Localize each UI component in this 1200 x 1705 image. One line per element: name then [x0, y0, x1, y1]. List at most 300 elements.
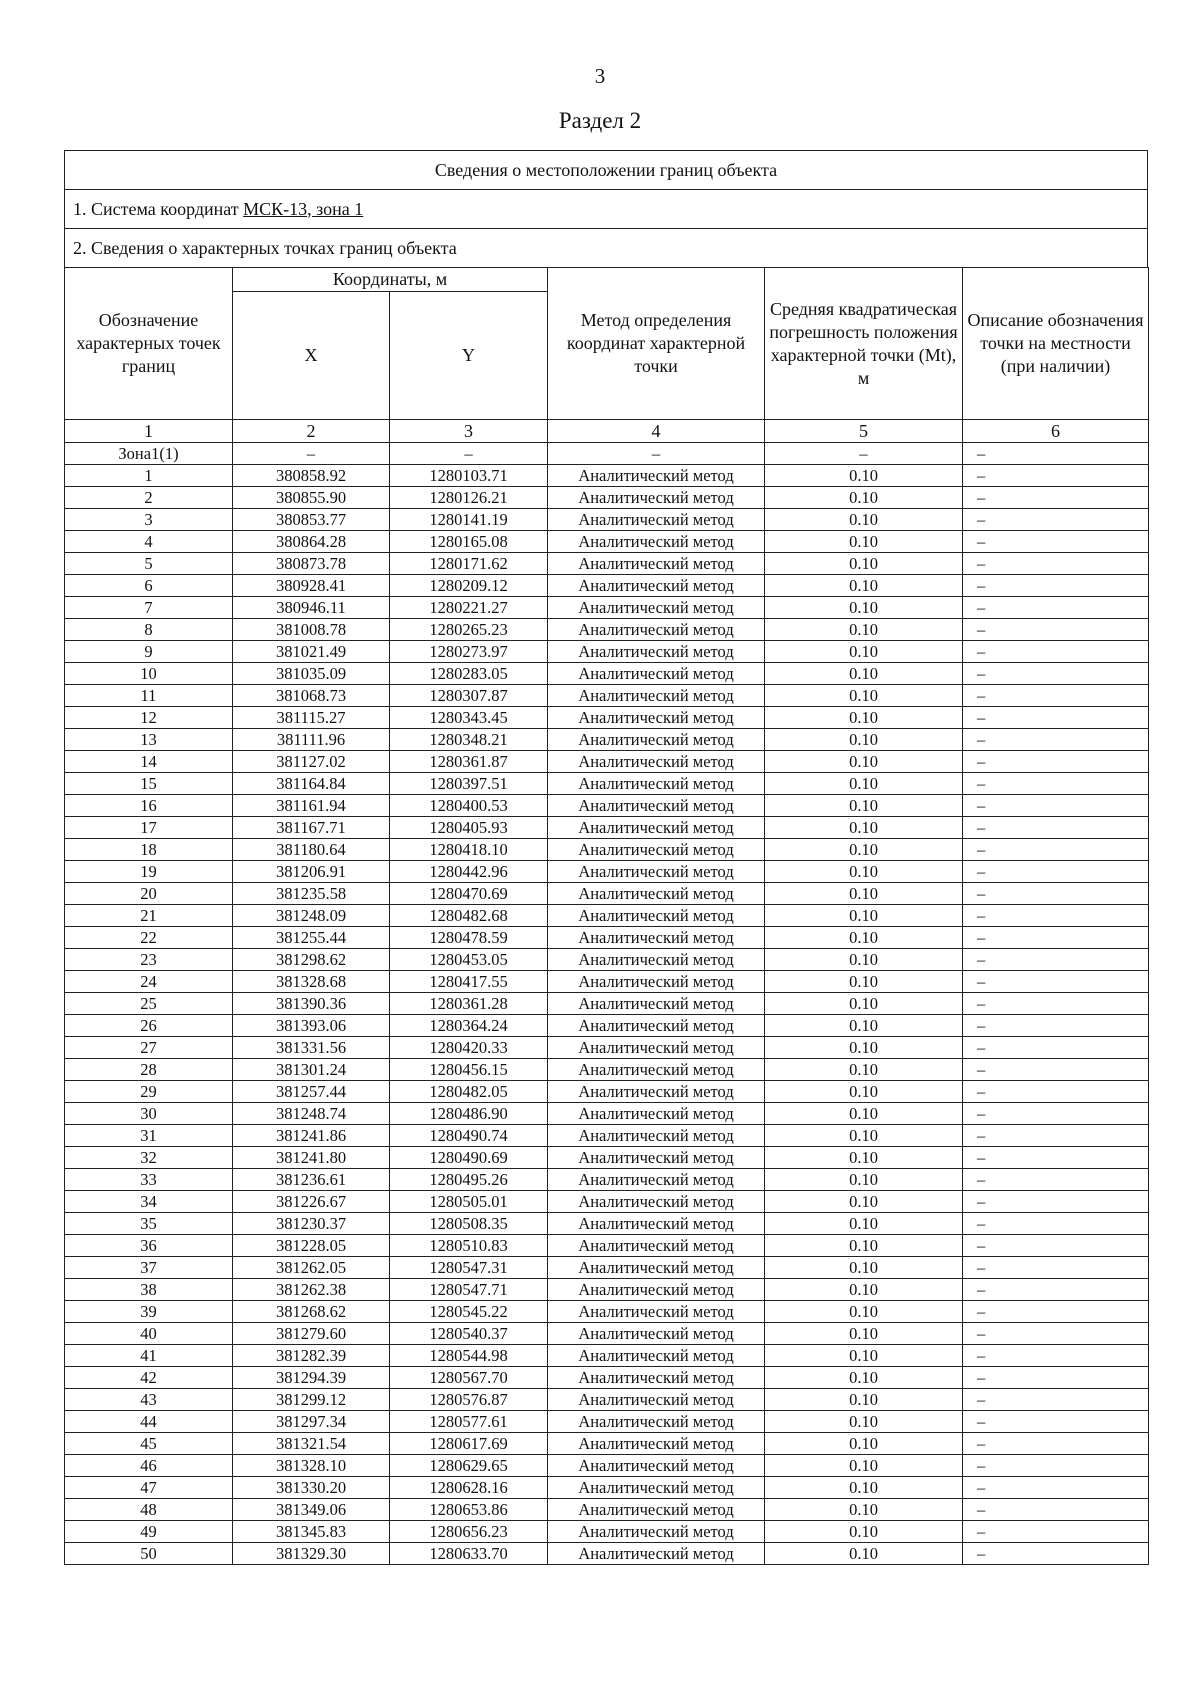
error-cell: 0.10: [765, 619, 963, 641]
y-coordinate-cell: 1280478.59: [390, 927, 548, 949]
error-cell: 0.10: [765, 817, 963, 839]
method-cell: Аналитический метод: [548, 465, 765, 487]
point-id-cell: 19: [65, 861, 233, 883]
header-coordinates: Координаты, м: [233, 268, 548, 292]
y-coordinate-cell: 1280653.86: [390, 1499, 548, 1521]
description-cell: –: [963, 1213, 1149, 1235]
x-coordinate-cell: 381241.86: [233, 1125, 390, 1147]
error-cell: 0.10: [765, 1279, 963, 1301]
method-cell: Аналитический метод: [548, 839, 765, 861]
error-cell: 0.10: [765, 1191, 963, 1213]
points-table: [64, 267, 1149, 1565]
y-coordinate-cell: 1280547.71: [390, 1279, 548, 1301]
point-id-cell: 4: [65, 531, 233, 553]
y-coordinate-cell: 1280209.12: [390, 575, 548, 597]
description-cell: –: [963, 1345, 1149, 1367]
y-coordinate-cell: 1280482.68: [390, 905, 548, 927]
x-coordinate-cell: 381180.64: [233, 839, 390, 861]
method-cell: Аналитический метод: [548, 1147, 765, 1169]
point-id-cell: 40: [65, 1323, 233, 1345]
y-coordinate-cell: 1280348.21: [390, 729, 548, 751]
table-row: [65, 1235, 1149, 1257]
x-coordinate-cell: 381206.91: [233, 861, 390, 883]
error-cell: 0.10: [765, 1389, 963, 1411]
point-id-cell: 9: [65, 641, 233, 663]
table-row: [65, 1191, 1149, 1213]
method-cell: Аналитический метод: [548, 663, 765, 685]
error-cell: 0.10: [765, 707, 963, 729]
point-id-cell: 26: [65, 1015, 233, 1037]
method-cell: Аналитический метод: [548, 949, 765, 971]
method-cell: Аналитический метод: [548, 1411, 765, 1433]
point-id-cell: 25: [65, 993, 233, 1015]
point-id-cell: 23: [65, 949, 233, 971]
x-coordinate-cell: 381248.09: [233, 905, 390, 927]
description-cell: –: [963, 1301, 1149, 1323]
method-cell: Аналитический метод: [548, 685, 765, 707]
point-id-cell: 28: [65, 1059, 233, 1081]
y-coordinate-cell: 1280544.98: [390, 1345, 548, 1367]
method-cell: Аналитический метод: [548, 1543, 765, 1565]
point-id-cell: 24: [65, 971, 233, 993]
coord-system: [65, 190, 1148, 229]
point-id-cell: 42: [65, 1367, 233, 1389]
point-id-cell: 3: [65, 509, 233, 531]
y-coordinate-cell: 1280364.24: [390, 1015, 548, 1037]
y-coordinate-cell: 1280361.28: [390, 993, 548, 1015]
method-cell: Аналитический метод: [548, 1499, 765, 1521]
y-coordinate-cell: 1280405.93: [390, 817, 548, 839]
point-id-cell: 30: [65, 1103, 233, 1125]
description-cell: –: [963, 1521, 1149, 1543]
y-coordinate-cell: 1280417.55: [390, 971, 548, 993]
error-cell: 0.10: [765, 905, 963, 927]
table-row: [65, 817, 1149, 839]
description-cell: –: [963, 1499, 1149, 1521]
y-coordinate-cell: 1280629.65: [390, 1455, 548, 1477]
error-cell: 0.10: [765, 1367, 963, 1389]
method-cell: Аналитический метод: [548, 905, 765, 927]
error-cell: 0.10: [765, 465, 963, 487]
x-coordinate-cell: 381008.78: [233, 619, 390, 641]
column-number: 5: [765, 420, 963, 443]
point-id-cell: 48: [65, 1499, 233, 1521]
y-coordinate-cell: 1280633.70: [390, 1543, 548, 1565]
description-cell: –: [963, 817, 1149, 839]
description-cell: –: [963, 707, 1149, 729]
method-cell: Аналитический метод: [548, 1279, 765, 1301]
description-cell: –: [963, 1455, 1149, 1477]
description-cell: –: [963, 641, 1149, 663]
description-cell: –: [963, 1433, 1149, 1455]
x-coordinate-cell: 381228.05: [233, 1235, 390, 1257]
description-cell: –: [963, 663, 1149, 685]
description-cell: –: [963, 531, 1149, 553]
zone-cell: Зона1(1): [65, 443, 233, 465]
y-coordinate-cell: 1280490.74: [390, 1125, 548, 1147]
y-coordinate-cell: 1280540.37: [390, 1323, 548, 1345]
error-cell: 0.10: [765, 575, 963, 597]
description-cell: –: [963, 949, 1149, 971]
error-cell: 0.10: [765, 971, 963, 993]
method-cell: Аналитический метод: [548, 1103, 765, 1125]
description-cell: –: [963, 1147, 1149, 1169]
description-cell: –: [963, 971, 1149, 993]
method-cell: Аналитический метод: [548, 861, 765, 883]
description-cell: –: [963, 1367, 1149, 1389]
description-cell: –: [963, 1279, 1149, 1301]
description-cell: –: [963, 927, 1149, 949]
method-cell: Аналитический метод: [548, 597, 765, 619]
error-cell: 0.10: [765, 1301, 963, 1323]
table-row: [65, 1323, 1149, 1345]
x-coordinate-cell: 381161.94: [233, 795, 390, 817]
y-coordinate-cell: 1280361.87: [390, 751, 548, 773]
x-coordinate-cell: 381262.05: [233, 1257, 390, 1279]
table-row: [65, 1257, 1149, 1279]
error-cell: 0.10: [765, 949, 963, 971]
description-cell: –: [963, 1543, 1149, 1565]
description-cell: –: [963, 553, 1149, 575]
description-cell: –: [963, 751, 1149, 773]
x-coordinate-cell: 381167.71: [233, 817, 390, 839]
description-cell: –: [963, 1389, 1149, 1411]
boundary-table-frame: [64, 150, 1148, 1565]
point-id-cell: 34: [65, 1191, 233, 1213]
table-row: [65, 1279, 1149, 1301]
zone-cell: –: [390, 443, 548, 465]
table-row: [65, 1037, 1149, 1059]
method-cell: Аналитический метод: [548, 1059, 765, 1081]
point-id-cell: 21: [65, 905, 233, 927]
error-cell: 0.10: [765, 663, 963, 685]
x-coordinate-cell: 380853.77: [233, 509, 390, 531]
table-row: [65, 729, 1149, 751]
y-coordinate-cell: 1280486.90: [390, 1103, 548, 1125]
table-row: [65, 1477, 1149, 1499]
x-coordinate-cell: 381331.56: [233, 1037, 390, 1059]
y-coordinate-cell: 1280656.23: [390, 1521, 548, 1543]
header-description: Описание обозначения точки на местности (при наличии): [963, 268, 1149, 420]
x-coordinate-cell: 381282.39: [233, 1345, 390, 1367]
column-number-row: [65, 420, 1149, 443]
y-coordinate-cell: 1280482.05: [390, 1081, 548, 1103]
table-row: [65, 487, 1149, 509]
table-row: [65, 861, 1149, 883]
error-cell: 0.10: [765, 1411, 963, 1433]
x-coordinate-cell: 380946.11: [233, 597, 390, 619]
method-cell: Аналитический метод: [548, 751, 765, 773]
table-row: [65, 1389, 1149, 1411]
x-coordinate-cell: 380928.41: [233, 575, 390, 597]
x-coordinate-cell: 381226.67: [233, 1191, 390, 1213]
x-coordinate-cell: 381021.49: [233, 641, 390, 663]
table-row: [65, 465, 1149, 487]
point-id-cell: 6: [65, 575, 233, 597]
method-cell: Аналитический метод: [548, 1367, 765, 1389]
description-cell: –: [963, 1257, 1149, 1279]
description-cell: –: [963, 1103, 1149, 1125]
x-coordinate-cell: 381262.38: [233, 1279, 390, 1301]
point-id-cell: 33: [65, 1169, 233, 1191]
error-cell: 0.10: [765, 1257, 963, 1279]
method-cell: Аналитический метод: [548, 1323, 765, 1345]
section-title: Раздел 2: [558, 108, 642, 133]
table-row: [65, 1147, 1149, 1169]
table-row: [65, 1213, 1149, 1235]
table-row: [65, 949, 1149, 971]
method-cell: Аналитический метод: [548, 1125, 765, 1147]
method-cell: Аналитический метод: [548, 1015, 765, 1037]
x-coordinate-cell: 381268.62: [233, 1301, 390, 1323]
table-row: [65, 531, 1149, 553]
table-row: [65, 1125, 1149, 1147]
error-cell: 0.10: [765, 509, 963, 531]
method-cell: Аналитический метод: [548, 773, 765, 795]
description-cell: –: [963, 795, 1149, 817]
error-cell: 0.10: [765, 993, 963, 1015]
error-cell: 0.10: [765, 883, 963, 905]
description-cell: –: [963, 619, 1149, 641]
point-id-cell: 18: [65, 839, 233, 861]
header-method: Метод определения координат характерной точки: [548, 268, 765, 420]
description-cell: –: [963, 861, 1149, 883]
method-cell: Аналитический метод: [548, 1213, 765, 1235]
table-row: [65, 795, 1149, 817]
table-row: [65, 971, 1149, 993]
x-coordinate-cell: 381297.34: [233, 1411, 390, 1433]
error-cell: 0.10: [765, 1477, 963, 1499]
description-cell: –: [963, 773, 1149, 795]
error-cell: 0.10: [765, 487, 963, 509]
table-row: [65, 707, 1149, 729]
x-coordinate-cell: 381390.36: [233, 993, 390, 1015]
table-row: [65, 1103, 1149, 1125]
y-coordinate-cell: 1280103.71: [390, 465, 548, 487]
method-cell: Аналитический метод: [548, 553, 765, 575]
y-coordinate-cell: 1280470.69: [390, 883, 548, 905]
point-id-cell: 47: [65, 1477, 233, 1499]
point-id-cell: 11: [65, 685, 233, 707]
y-coordinate-cell: 1280453.05: [390, 949, 548, 971]
point-id-cell: 15: [65, 773, 233, 795]
point-id-cell: 1: [65, 465, 233, 487]
column-number: 3: [390, 420, 548, 443]
method-cell: Аналитический метод: [548, 575, 765, 597]
table-row: [65, 773, 1149, 795]
point-id-cell: 17: [65, 817, 233, 839]
point-id-cell: 2: [65, 487, 233, 509]
y-coordinate-cell: 1280126.21: [390, 487, 548, 509]
error-cell: 0.10: [765, 1037, 963, 1059]
header-error: Средняя квадратическая погрешность положения характерной точки (Mt), м: [765, 268, 963, 420]
method-cell: Аналитический метод: [548, 927, 765, 949]
point-id-cell: 29: [65, 1081, 233, 1103]
column-number: 1: [65, 420, 233, 443]
point-id-cell: 50: [65, 1543, 233, 1565]
column-number: 4: [548, 420, 765, 443]
table-row: [65, 905, 1149, 927]
x-coordinate-cell: 381035.09: [233, 663, 390, 685]
error-cell: 0.10: [765, 1521, 963, 1543]
table-row: [65, 685, 1149, 707]
table-row: [65, 641, 1149, 663]
point-id-cell: 38: [65, 1279, 233, 1301]
points-heading: 2. Сведения о характерных точках границ объекта: [65, 229, 1148, 268]
x-coordinate-cell: 381393.06: [233, 1015, 390, 1037]
y-coordinate-cell: 1280490.69: [390, 1147, 548, 1169]
method-cell: Аналитический метод: [548, 509, 765, 531]
y-coordinate-cell: 1280456.15: [390, 1059, 548, 1081]
method-cell: Аналитический метод: [548, 619, 765, 641]
point-id-cell: 5: [65, 553, 233, 575]
error-cell: 0.10: [765, 1081, 963, 1103]
y-coordinate-cell: 1280577.61: [390, 1411, 548, 1433]
y-coordinate-cell: 1280567.70: [390, 1367, 548, 1389]
point-id-cell: 49: [65, 1521, 233, 1543]
x-coordinate-cell: 380855.90: [233, 487, 390, 509]
y-coordinate-cell: 1280265.23: [390, 619, 548, 641]
coord-system-prefix: 1. Система координат: [73, 198, 244, 219]
x-coordinate-cell: 380864.28: [233, 531, 390, 553]
y-coordinate-cell: 1280397.51: [390, 773, 548, 795]
description-cell: –: [963, 839, 1149, 861]
point-id-cell: 13: [65, 729, 233, 751]
description-cell: –: [963, 1191, 1149, 1213]
table-row: [65, 1543, 1149, 1565]
y-coordinate-cell: 1280495.26: [390, 1169, 548, 1191]
point-id-cell: 36: [65, 1235, 233, 1257]
error-cell: 0.10: [765, 1323, 963, 1345]
error-cell: 0.10: [765, 1125, 963, 1147]
x-coordinate-cell: 380873.78: [233, 553, 390, 575]
table-row: [65, 619, 1149, 641]
table-row: [65, 575, 1149, 597]
description-cell: –: [963, 1125, 1149, 1147]
point-id-cell: 27: [65, 1037, 233, 1059]
y-coordinate-cell: 1280400.53: [390, 795, 548, 817]
table-row: [65, 1521, 1149, 1543]
y-coordinate-cell: 1280510.83: [390, 1235, 548, 1257]
x-coordinate-cell: 381321.54: [233, 1433, 390, 1455]
x-coordinate-cell: 381328.10: [233, 1455, 390, 1477]
method-cell: Аналитический метод: [548, 1389, 765, 1411]
error-cell: 0.10: [765, 1499, 963, 1521]
y-coordinate-cell: 1280545.22: [390, 1301, 548, 1323]
y-coordinate-cell: 1280221.27: [390, 597, 548, 619]
method-cell: Аналитический метод: [548, 971, 765, 993]
table-row: [65, 1081, 1149, 1103]
column-number: 2: [233, 420, 390, 443]
error-cell: 0.10: [765, 1433, 963, 1455]
table-title: Сведения о местоположении границ объекта: [65, 151, 1148, 190]
method-cell: Аналитический метод: [548, 1477, 765, 1499]
description-cell: –: [963, 1081, 1149, 1103]
method-cell: Аналитический метод: [548, 707, 765, 729]
y-coordinate-cell: 1280508.35: [390, 1213, 548, 1235]
description-cell: –: [963, 465, 1149, 487]
x-coordinate-cell: 381301.24: [233, 1059, 390, 1081]
x-coordinate-cell: 381299.12: [233, 1389, 390, 1411]
table-row: [65, 1433, 1149, 1455]
description-cell: –: [963, 1015, 1149, 1037]
method-cell: Аналитический метод: [548, 1433, 765, 1455]
table-row: [65, 751, 1149, 773]
error-cell: 0.10: [765, 1059, 963, 1081]
column-number: 6: [963, 420, 1149, 443]
zone-cell: –: [765, 443, 963, 465]
description-cell: –: [963, 729, 1149, 751]
point-id-cell: 20: [65, 883, 233, 905]
point-id-cell: 32: [65, 1147, 233, 1169]
x-coordinate-cell: 381279.60: [233, 1323, 390, 1345]
point-id-cell: 43: [65, 1389, 233, 1411]
method-cell: Аналитический метод: [548, 883, 765, 905]
error-cell: 0.10: [765, 861, 963, 883]
error-cell: 0.10: [765, 1015, 963, 1037]
error-cell: 0.10: [765, 1213, 963, 1235]
method-cell: Аналитический метод: [548, 1301, 765, 1323]
x-coordinate-cell: 380858.92: [233, 465, 390, 487]
method-cell: Аналитический метод: [548, 1257, 765, 1279]
method-cell: Аналитический метод: [548, 817, 765, 839]
table-row: [65, 1411, 1149, 1433]
point-id-cell: 8: [65, 619, 233, 641]
table-row: [65, 1059, 1149, 1081]
y-coordinate-cell: 1280442.96: [390, 861, 548, 883]
table-row: [65, 1301, 1149, 1323]
method-cell: Аналитический метод: [548, 1081, 765, 1103]
x-coordinate-cell: 381235.58: [233, 883, 390, 905]
method-cell: Аналитический метод: [548, 531, 765, 553]
y-coordinate-cell: 1280283.05: [390, 663, 548, 685]
description-cell: –: [963, 509, 1149, 531]
description-cell: –: [963, 1037, 1149, 1059]
error-cell: 0.10: [765, 773, 963, 795]
error-cell: 0.10: [765, 531, 963, 553]
error-cell: 0.10: [765, 795, 963, 817]
point-id-cell: 39: [65, 1301, 233, 1323]
description-cell: –: [963, 685, 1149, 707]
table-row: [65, 553, 1149, 575]
zone-cell: –: [233, 443, 390, 465]
x-coordinate-cell: 381328.68: [233, 971, 390, 993]
y-coordinate-cell: 1280343.45: [390, 707, 548, 729]
point-id-cell: 37: [65, 1257, 233, 1279]
y-coordinate-cell: 1280505.01: [390, 1191, 548, 1213]
y-coordinate-cell: 1280171.62: [390, 553, 548, 575]
x-coordinate-cell: 381248.74: [233, 1103, 390, 1125]
method-cell: Аналитический метод: [548, 729, 765, 751]
zone-row: [65, 443, 1149, 465]
y-coordinate-cell: 1280547.31: [390, 1257, 548, 1279]
y-coordinate-cell: 1280418.10: [390, 839, 548, 861]
error-cell: 0.10: [765, 685, 963, 707]
point-id-cell: 45: [65, 1433, 233, 1455]
x-coordinate-cell: 381298.62: [233, 949, 390, 971]
point-id-cell: 16: [65, 795, 233, 817]
point-id-cell: 10: [65, 663, 233, 685]
y-coordinate-cell: 1280141.19: [390, 509, 548, 531]
error-cell: 0.10: [765, 1235, 963, 1257]
description-cell: –: [963, 1411, 1149, 1433]
method-cell: Аналитический метод: [548, 641, 765, 663]
method-cell: Аналитический метод: [548, 1191, 765, 1213]
error-cell: 0.10: [765, 729, 963, 751]
x-coordinate-cell: 381349.06: [233, 1499, 390, 1521]
method-cell: Аналитический метод: [548, 1037, 765, 1059]
error-cell: 0.10: [765, 1169, 963, 1191]
